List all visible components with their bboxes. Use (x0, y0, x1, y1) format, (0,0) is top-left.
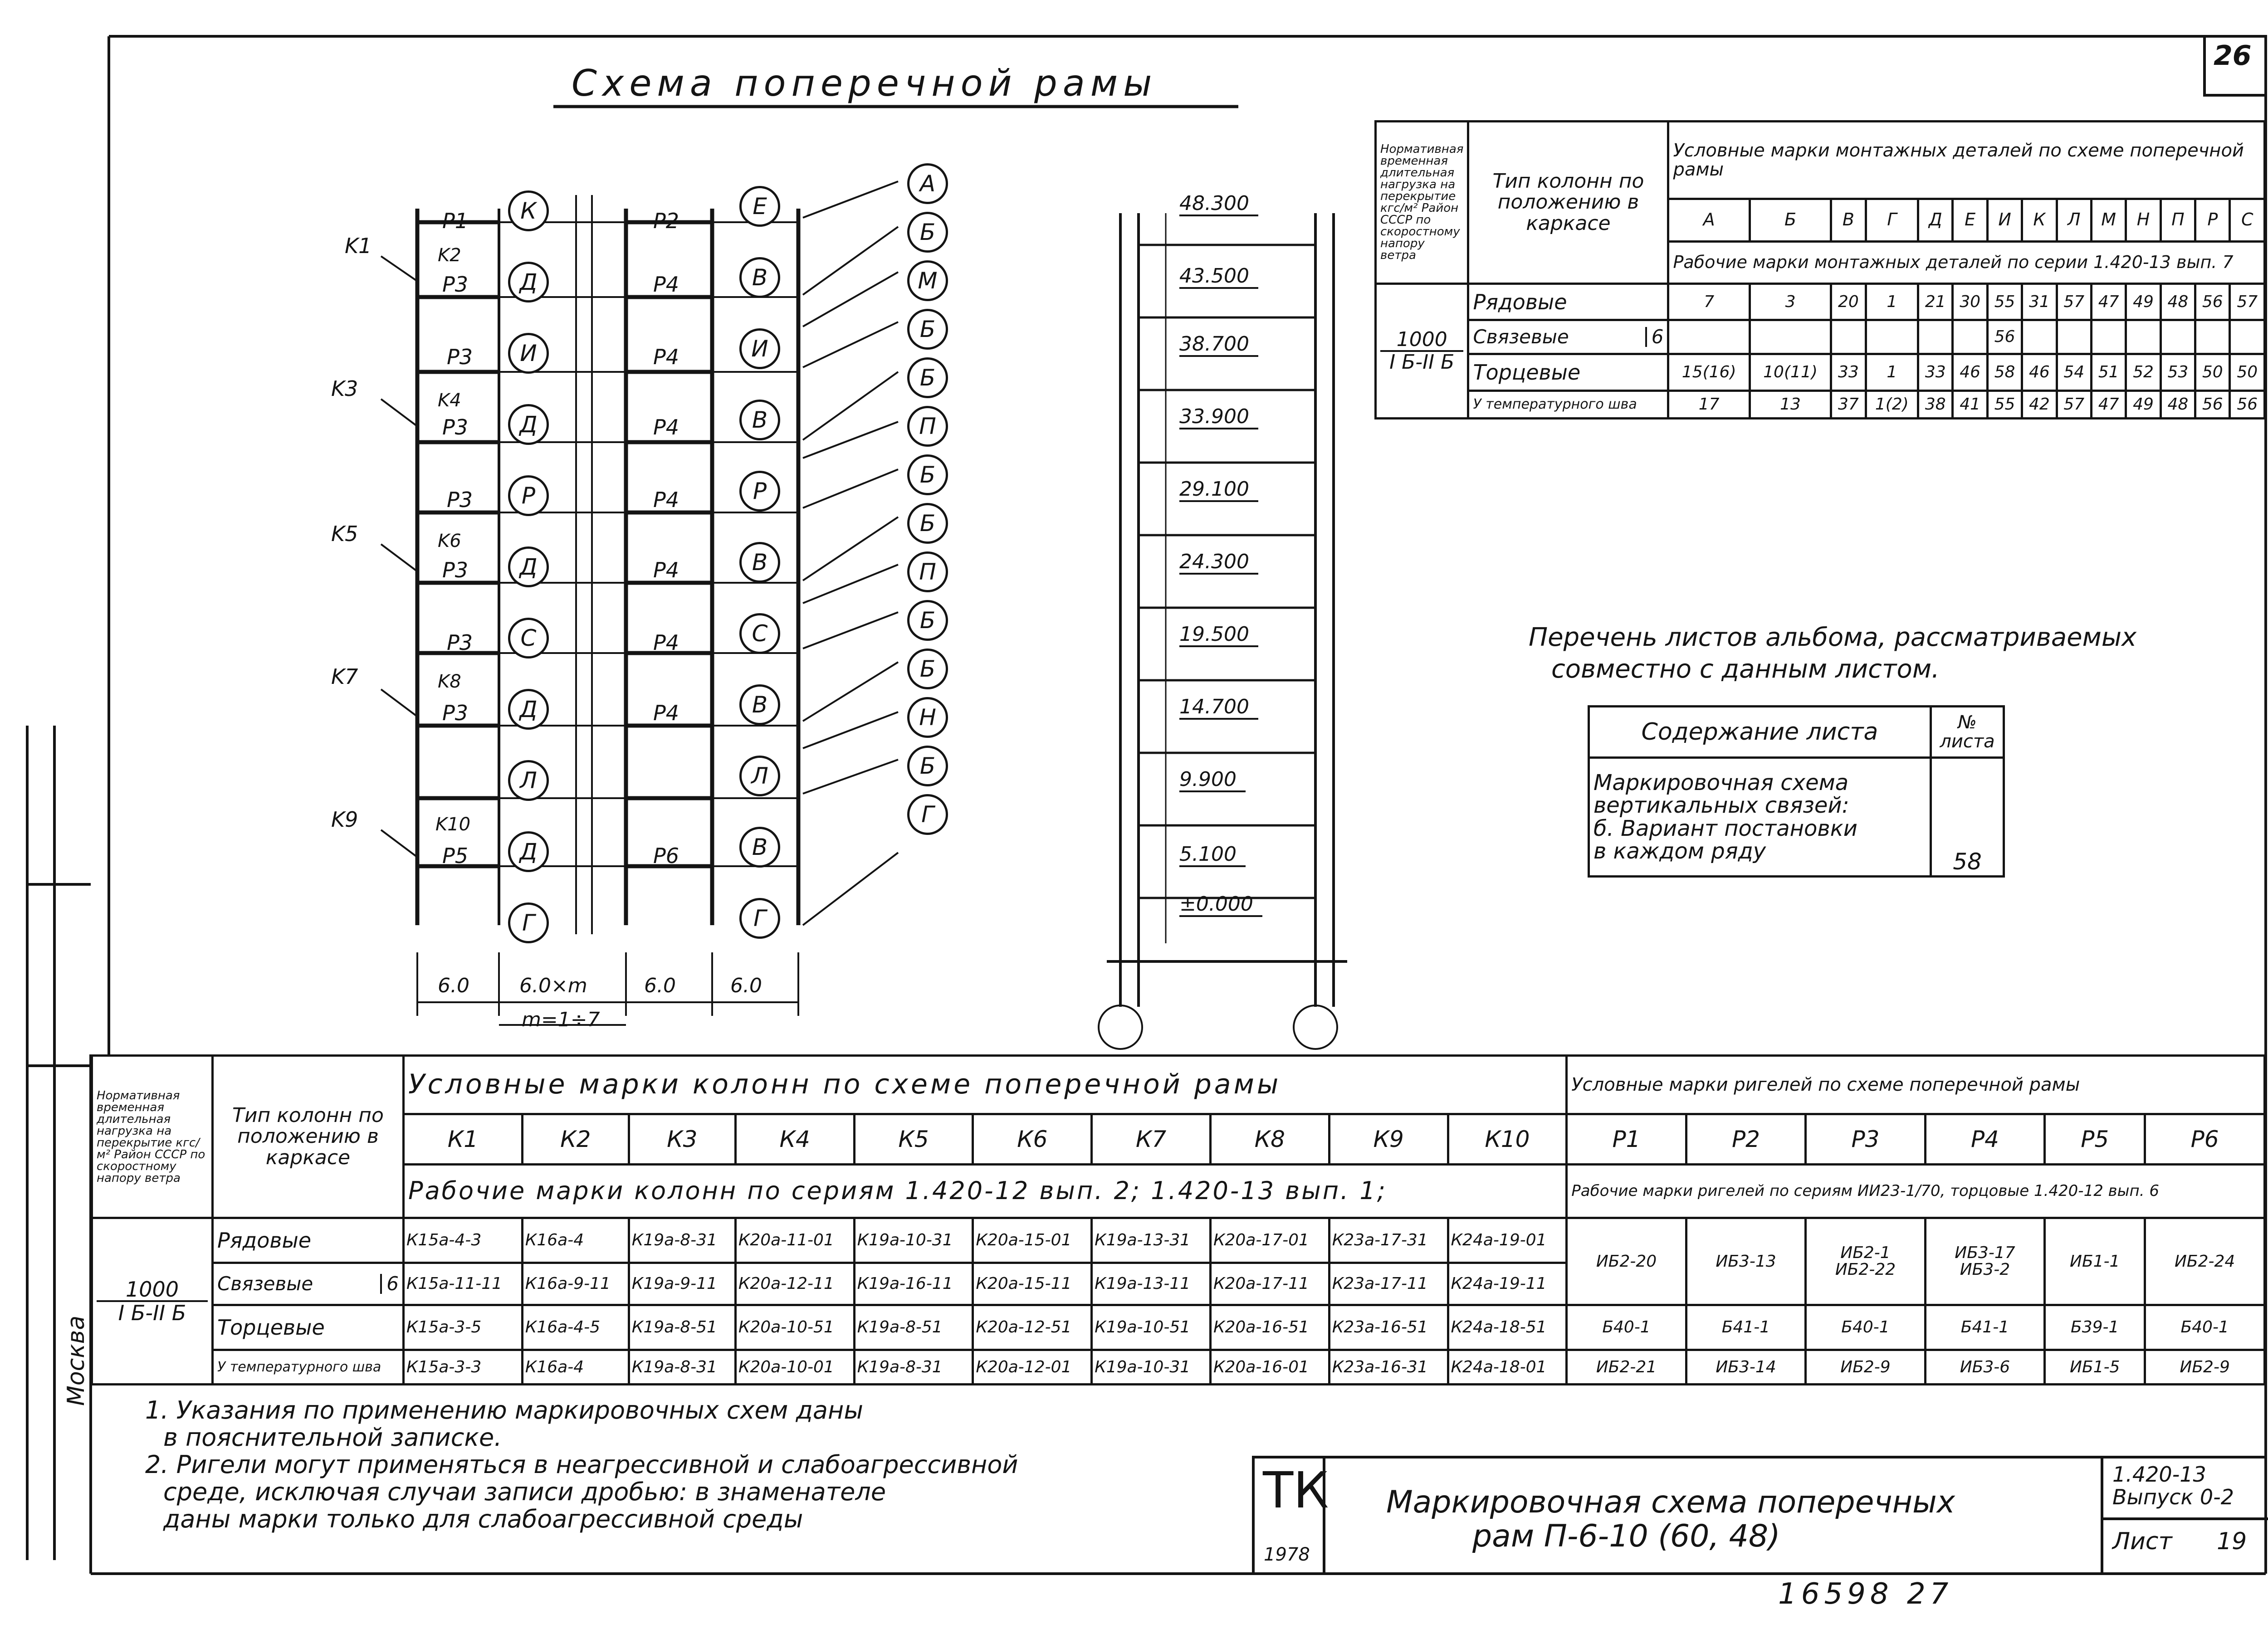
row-name: Рядовые (1468, 283, 1668, 320)
stamp-year: 1978 (1264, 1544, 1310, 1565)
detail-circle: Б (907, 503, 948, 544)
detail-value: 52 (2126, 354, 2160, 390)
detail-value: 1 (1866, 283, 1918, 320)
detail-value: 47 (2091, 390, 2126, 418)
column-mark: К2 (522, 1114, 629, 1164)
axis-circle: В (739, 400, 780, 440)
beam-work-mark: ИБ2-9 (1806, 1350, 1925, 1385)
beam-label: P3 (442, 701, 469, 725)
row-name: Связевые 6 (1468, 320, 1668, 354)
stamp-issue: Выпуск 0-2 (2112, 1485, 2234, 1509)
load-region (1376, 283, 1468, 418)
stamp-right (2101, 1458, 2268, 1574)
beam-work-mark: ИБ3-17 ИБ3-2 (1925, 1218, 2044, 1305)
note-line: в пояснительной записке. (163, 1423, 502, 1452)
list-col-number: № листа (1931, 707, 2004, 758)
detail-circle: М (907, 260, 948, 301)
detail-value: 15(16) (1668, 354, 1750, 390)
beam-label: P3 (442, 558, 469, 582)
beam-label: P3 (447, 630, 473, 655)
beam-label: P4 (653, 701, 679, 725)
span-note: m=1÷7 (522, 1008, 600, 1031)
row-name: Торцевые (213, 1305, 404, 1350)
column-work-mark: К19а-8-51 (629, 1305, 735, 1350)
column-mark: К3 (629, 1114, 735, 1164)
detail-value: 31 (2022, 283, 2057, 320)
detail-letter: С (2230, 199, 2265, 241)
beam-label: P3 (442, 272, 469, 297)
detail-letter: Б (1750, 199, 1831, 241)
column-work-mark: К23а-16-51 (1329, 1305, 1448, 1350)
column-mark: К1 (404, 1114, 523, 1164)
column-work-mark: К19а-8-51 (854, 1305, 973, 1350)
detail-circle: Г (907, 794, 948, 835)
detail-value: 57 (2057, 283, 2091, 320)
beam-mark: Р6 (2145, 1114, 2265, 1164)
beam-label: P4 (653, 558, 679, 582)
detail-value: 50 (2230, 354, 2265, 390)
stamp-logo: ТК (1263, 1461, 1329, 1519)
detail-value: 38 (1918, 390, 1953, 418)
beam-label: P5 (442, 844, 469, 868)
axis-circle: Д (508, 689, 549, 730)
detail-circle: А (907, 163, 948, 204)
detail-value: 54 (2057, 354, 2091, 390)
beam-work-mark: ИБ3-6 (1925, 1350, 2044, 1385)
beam-label: P3 (447, 345, 473, 369)
detail-circle: Б (907, 600, 948, 641)
elevation-mark: 19.500 (1179, 624, 1258, 647)
beam-mark: Р4 (1925, 1114, 2044, 1164)
span-dimension: 6.0 (644, 974, 676, 997)
span-dimension: 6.0 (438, 974, 469, 997)
detail-value: 46 (1953, 354, 1987, 390)
column-work-mark: К23а-17-11 (1329, 1263, 1448, 1305)
column-work-mark: К20а-11-01 (735, 1218, 854, 1263)
detail-value: 53 (2160, 354, 2195, 390)
column-work-mark: К20а-16-51 (1210, 1305, 1329, 1350)
beam-label: P4 (653, 415, 679, 439)
beam-work-mark: ИБ2-9 (2145, 1350, 2265, 1385)
detail-value: 56 (1987, 320, 2022, 354)
top-details-table (1374, 120, 2266, 419)
detail-value: 57 (2057, 390, 2091, 418)
detail-value: 55 (1987, 390, 2022, 418)
stamp-title: Маркировочная схема поперечных (1386, 1484, 1955, 1520)
detail-value: 1(2) (1866, 390, 1918, 418)
beam-work-mark: Б41-1 (1925, 1305, 2044, 1350)
detail-value: 55 (1987, 283, 2022, 320)
detail-value: 47 (2091, 283, 2126, 320)
beams-series: Рабочие марки ригелей по сериям ИИ23-1/70, торцовые 1.420-12 вып. 6 (1567, 1164, 2265, 1218)
beam-label: P1 (442, 209, 469, 233)
detail-value: 56 (2230, 390, 2265, 418)
column-mark: К7 (1092, 1114, 1211, 1164)
axis-circle: Д (508, 262, 549, 302)
detail-letter: А (1668, 199, 1750, 241)
title-block (1252, 1456, 2266, 1574)
detail-value (2022, 320, 2057, 354)
beam-mark: Р2 (1686, 1114, 1805, 1164)
detail-value: 33 (1831, 354, 1866, 390)
detail-circle: Н (907, 697, 948, 738)
column-work-mark: К20а-15-11 (973, 1263, 1092, 1305)
stamp-series: 1.420-13 (2112, 1462, 2206, 1487)
column-work-mark: К20а-17-01 (1210, 1218, 1329, 1263)
column-work-mark: К20а-17-11 (1210, 1263, 1329, 1305)
sheet-corner-number: 26 (2214, 40, 2252, 72)
detail-value (2126, 320, 2160, 354)
list-number: 58 (1931, 758, 2004, 877)
beam-work-mark: ИБ2-24 (2145, 1218, 2265, 1305)
note-line: 1. Указания по применению маркировочных схем даны (145, 1396, 863, 1424)
detail-value: 33 (1918, 354, 1953, 390)
detail-circle: Б (907, 212, 948, 253)
column-work-mark: К19а-16-11 (854, 1263, 973, 1305)
detail-circle: Б (907, 357, 948, 398)
detail-letter: Р (2195, 199, 2230, 241)
stamp-sheet-label: Лист (2112, 1528, 2172, 1555)
elevation-mark: 9.900 (1179, 769, 1246, 792)
beam-mark: Р5 (2045, 1114, 2145, 1164)
axis-circle: Д (508, 831, 549, 872)
column-work-mark: К20а-15-01 (973, 1218, 1092, 1263)
detail-value: 21 (1918, 283, 1953, 320)
column-mark: К6 (973, 1114, 1092, 1164)
elevation-mark: 24.300 (1179, 551, 1258, 575)
column-work-mark: К19а-9-11 (629, 1263, 735, 1305)
column-work-mark: К19а-10-51 (1092, 1305, 1211, 1350)
row-name: Связевые 6 (213, 1263, 404, 1305)
detail-value: 58 (1987, 354, 2022, 390)
inner-column-label: K8 (438, 671, 461, 692)
detail-value: 10(11) (1750, 354, 1831, 390)
detail-value (1750, 320, 1831, 354)
load-value: 1000 (1380, 329, 1463, 352)
detail-value: 56 (2195, 390, 2230, 418)
detail-letter: Д (1918, 199, 1953, 241)
detail-value: 48 (2160, 390, 2195, 418)
axis-circle: Р (739, 471, 780, 512)
elevation-mark: 14.700 (1179, 696, 1258, 720)
detail-value: 3 (1750, 283, 1831, 320)
axis-circle: Е (739, 186, 780, 227)
beam-label: P4 (653, 345, 679, 369)
column-work-mark: К24а-19-01 (1448, 1218, 1567, 1263)
detail-value: 17 (1668, 390, 1750, 418)
axis-circle: В (739, 542, 780, 583)
axis-circle: Д (508, 404, 549, 445)
beam-work-mark: ИБ2-21 (1567, 1350, 1686, 1385)
inner-column-label: K2 (438, 245, 461, 266)
detail-circle: Б (907, 746, 948, 786)
axis-circle: С (508, 618, 549, 658)
beam-label: P4 (653, 488, 679, 512)
axis-circle: С (739, 613, 780, 654)
column-work-mark: К16а-4 (522, 1218, 629, 1263)
load-label: Нормативная временная длительная нагрузка на перекрытие кгс/м² Район СССР по скоростному напору ветра (1376, 122, 1468, 284)
column-work-mark: К20а-12-11 (735, 1263, 854, 1305)
detail-circle: П (907, 551, 948, 592)
detail-value: 56 (2195, 283, 2230, 320)
detail-letter: И (1987, 199, 2022, 241)
inner-column-label: K6 (438, 531, 461, 551)
details-series: Рабочие марки монтажных деталей по серии 1.420-13 вып. 7 (1668, 241, 2265, 283)
row-name: Торцевые (1468, 354, 1668, 390)
beam-work-mark: ИБ1-1 (2045, 1218, 2145, 1305)
details-header: Условные марки монтажных деталей по схеме поперечной рамы (1668, 122, 2265, 199)
type-label: Тип колонн по положению в каркасе (213, 1056, 404, 1218)
column-work-mark: К15а-3-3 (404, 1350, 523, 1385)
elevation-mark: 48.300 (1179, 193, 1258, 216)
elevation-mark: 29.100 (1179, 478, 1258, 502)
detail-value: 48 (2160, 283, 2195, 320)
list-note-title: совместно с данным листом. (1551, 654, 1940, 684)
detail-value: 42 (2022, 390, 2057, 418)
archive-number: 16598 27 (1778, 1577, 1953, 1611)
column-work-mark: К19а-8-31 (629, 1350, 735, 1385)
column-mark: К4 (735, 1114, 854, 1164)
column-mark: К9 (1329, 1114, 1448, 1164)
column-work-mark: К20а-12-51 (973, 1305, 1092, 1350)
detail-value (1831, 320, 1866, 354)
column-work-mark: К20а-10-51 (735, 1305, 854, 1350)
beam-label: P6 (653, 844, 679, 868)
column-label: K5 (331, 522, 358, 546)
detail-value: 7 (1668, 283, 1750, 320)
beam-work-mark: Б39-1 (2045, 1305, 2145, 1350)
list-content: Маркировочная схема вертикальных связей: б. Вариант постановки в каждом ряду (1589, 758, 1931, 877)
detail-value: 37 (1831, 390, 1866, 418)
stamp-sheet-number: 19 (2217, 1528, 2247, 1555)
column-work-mark: К15а-3-5 (404, 1305, 523, 1350)
stamp-title: рам П-6-10 (60, 48) (1472, 1518, 1780, 1554)
detail-value: 49 (2126, 390, 2160, 418)
columns-beams-table (91, 1054, 2266, 1385)
row-name: У температурного шва (213, 1350, 404, 1385)
beam-label: P2 (653, 209, 679, 233)
detail-circle: Б (907, 309, 948, 350)
column-work-mark: К19а-10-31 (1092, 1350, 1211, 1385)
column-work-mark: К15а-4-3 (404, 1218, 523, 1263)
note-line: 2. Ригели могут применяться в неагрессивной и слабоагрессивной (145, 1450, 1018, 1479)
stamp-logo-box (1255, 1458, 1329, 1574)
detail-value (2195, 320, 2230, 354)
detail-value: 57 (2230, 283, 2265, 320)
elevation-mark: ±0.000 (1179, 893, 1262, 917)
column-work-mark: К16а-4-5 (522, 1305, 629, 1350)
detail-value: 46 (2022, 354, 2057, 390)
detail-letter: В (1831, 199, 1866, 241)
detail-letter: П (2160, 199, 2195, 241)
list-col-content: Содержание листа (1589, 707, 1931, 758)
detail-value (1918, 320, 1953, 354)
load-label: Нормативная временная длительная нагрузка на перекрытие кгс/м² Район СССР по скоростному напору ветра (92, 1056, 213, 1218)
axis-circle: В (739, 827, 780, 868)
detail-value (1866, 320, 1918, 354)
column-label: K7 (331, 664, 358, 689)
beam-work-mark: Б41-1 (1686, 1305, 1805, 1350)
column-work-mark: К24а-18-51 (1448, 1305, 1567, 1350)
beam-mark: Р1 (1567, 1114, 1686, 1164)
column-work-mark: К24а-18-01 (1448, 1350, 1567, 1385)
axis-circle: Д (508, 546, 549, 587)
elevation-mark: 38.700 (1179, 333, 1258, 357)
beam-work-mark: ИБ2-20 (1567, 1218, 1686, 1305)
load-region (92, 1218, 213, 1385)
detail-value: 13 (1750, 390, 1831, 418)
detail-value: 41 (1953, 390, 1987, 418)
detail-value (2057, 320, 2091, 354)
axis-circle: К (508, 190, 549, 231)
note-line: среде, исключая случаи записи дробью: в знаменателе (163, 1478, 886, 1506)
columns-series: Рабочие марки колонн по сериям 1.420-12 вып. 2; 1.420-13 вып. 1; (404, 1164, 1567, 1218)
axis-circle: В (739, 257, 780, 298)
column-label: K1 (345, 234, 372, 258)
detail-letter: К (2022, 199, 2057, 241)
column-work-mark: К19а-13-31 (1092, 1218, 1211, 1263)
detail-value: 51 (2091, 354, 2126, 390)
beam-work-mark: ИБ3-13 (1686, 1218, 1805, 1305)
beam-work-mark: Б40-1 (1806, 1305, 1925, 1350)
detail-letter: Л (2057, 199, 2091, 241)
axis-circle: И (508, 333, 549, 374)
detail-value: 20 (1831, 283, 1866, 320)
detail-letter: Г (1866, 199, 1918, 241)
axis-circle: Г (508, 902, 549, 943)
beam-label: P3 (447, 488, 473, 512)
axis-circle: И (739, 328, 780, 369)
beam-work-mark: ИБ2-1 ИБ2-22 (1806, 1218, 1925, 1305)
elevation-mark: 5.100 (1179, 844, 1246, 867)
detail-letter: Е (1953, 199, 1987, 241)
span-dimension: 6.0×m (519, 974, 587, 997)
detail-circle: Б (907, 649, 948, 689)
column-work-mark: К23а-17-31 (1329, 1218, 1448, 1263)
axis-circle: Л (739, 756, 780, 796)
columns-header: Условные марки колонн по схеме поперечной рамы (404, 1056, 1567, 1114)
column-label: K9 (331, 807, 358, 832)
column-mark: К10 (1448, 1114, 1567, 1164)
detail-value: 30 (1953, 283, 1987, 320)
column-work-mark: К19а-8-31 (629, 1218, 735, 1263)
load-value: 1000 (97, 1278, 208, 1302)
column-mark: К5 (854, 1114, 973, 1164)
row-name: Рядовые (213, 1218, 404, 1263)
detail-value (2160, 320, 2195, 354)
row-name: У температурного шва (1468, 390, 1668, 418)
detail-value: 50 (2195, 354, 2230, 390)
column-work-mark: К16а-9-11 (522, 1263, 629, 1305)
beam-label: P3 (442, 415, 469, 439)
detail-letter: Н (2126, 199, 2160, 241)
column-work-mark: К20а-10-01 (735, 1350, 854, 1385)
detail-letter: М (2091, 199, 2126, 241)
beam-work-mark: ИБ1-5 (2045, 1350, 2145, 1385)
detail-value (1953, 320, 1987, 354)
inner-column-label: K10 (435, 814, 471, 835)
column-label: K3 (331, 376, 358, 401)
detail-value (2230, 320, 2265, 354)
detail-value: 49 (2126, 283, 2160, 320)
detail-circle: Б (907, 454, 948, 495)
list-note-title: Перечень листов альбома, рассматриваемых (1529, 623, 2137, 652)
axis-circle: Л (508, 760, 549, 801)
axis-circle: В (739, 684, 780, 725)
column-work-mark: К24а-19-11 (1448, 1263, 1567, 1305)
note-line: даны марки только для слабоагрессивной среды (163, 1505, 803, 1533)
detail-circle: П (907, 406, 948, 447)
detail-value (2091, 320, 2126, 354)
margin-city: Москва (63, 1315, 90, 1406)
column-work-mark: К16а-4 (522, 1350, 629, 1385)
beam-work-mark: Б40-1 (1567, 1305, 1686, 1350)
region-value: I Б-II Б (1389, 350, 1455, 374)
beam-work-mark: Б40-1 (2145, 1305, 2265, 1350)
span-dimension: 6.0 (730, 974, 762, 997)
elevation-mark: 43.500 (1179, 265, 1258, 289)
detail-value (1668, 320, 1750, 354)
beams-header: Условные марки ригелей по схеме поперечной рамы (1567, 1056, 2265, 1114)
axis-circle: Р (508, 475, 549, 516)
column-work-mark: К19а-13-11 (1092, 1263, 1211, 1305)
column-work-mark: К20а-12-01 (973, 1350, 1092, 1385)
column-work-mark: К19а-10-31 (854, 1218, 973, 1263)
beam-label: P4 (653, 272, 679, 297)
axis-circle: Г (739, 898, 780, 939)
inner-column-label: K4 (438, 390, 461, 411)
column-work-mark: К15а-11-11 (404, 1263, 523, 1305)
type-label: Тип колонн по положению в каркасе (1468, 122, 1668, 284)
column-work-mark: К23а-16-31 (1329, 1350, 1448, 1385)
page-title: Схема поперечной рамы (572, 62, 1158, 104)
beam-label: P4 (653, 630, 679, 655)
list-table (1588, 705, 2005, 878)
region-value: I Б-II Б (118, 1301, 186, 1326)
detail-value: 1 (1866, 354, 1918, 390)
column-work-mark: К19а-8-31 (854, 1350, 973, 1385)
column-mark: К8 (1210, 1114, 1329, 1164)
elevation-mark: 33.900 (1179, 406, 1258, 429)
beam-mark: Р3 (1806, 1114, 1925, 1164)
column-work-mark: К20а-16-01 (1210, 1350, 1329, 1385)
beam-work-mark: ИБ3-14 (1686, 1350, 1805, 1385)
